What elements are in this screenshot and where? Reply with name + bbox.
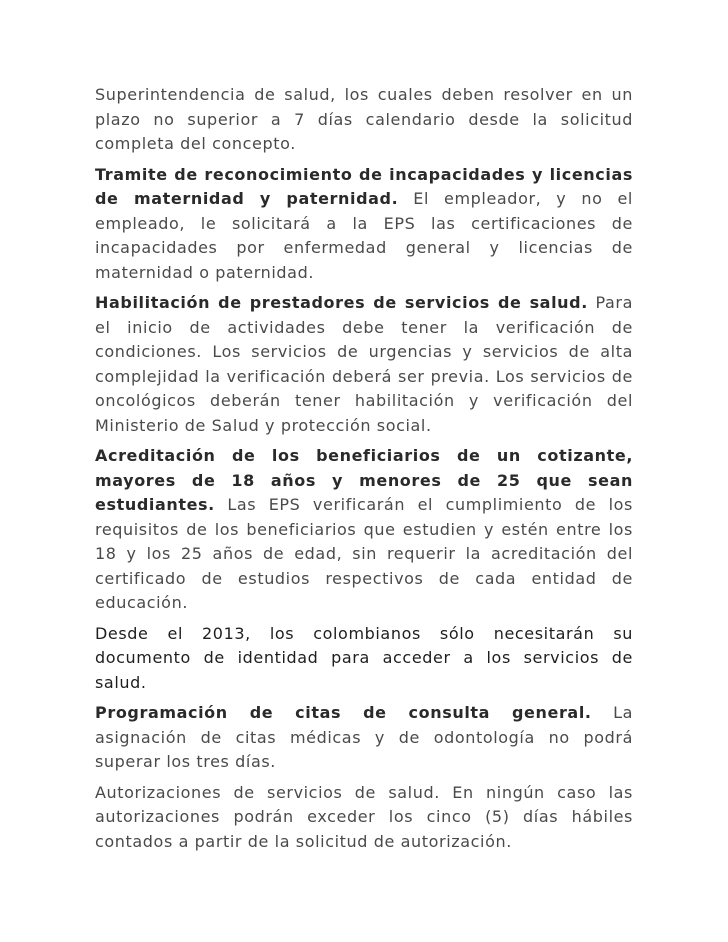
paragraph-incapacidades xyxy=(95,163,633,286)
paragraph-documento-identidad xyxy=(95,622,633,696)
paragraph-heading: Acreditación de los beneficiarios de un cotizante, mayores de 18 años y menores de 25 que sean estudiantes. xyxy=(95,446,633,514)
paragraph-acreditacion xyxy=(95,444,633,616)
paragraph-superintendencia xyxy=(95,83,633,157)
paragraph-habilitacion xyxy=(95,291,633,438)
paragraph-body: Autorizaciones de servicios de salud. En ningún caso las autorizaciones podrán exceder los cinco (5) días hábiles contados a partir de la solicitud de autorización. xyxy=(95,782,633,851)
paragraph-body: Desde el 2013, los colombianos sólo necesitarán su documento de identidad para acceder a los servicios de salud. xyxy=(95,623,633,692)
paragraph-body: Superintendencia de salud, los cuales deben resolver en un plazo no superior a 7 días calendario desde la solicitud completa del concepto. xyxy=(95,85,633,153)
paragraph-body: Para el inicio de actividades debe tener la verificación de condiciones. Los servicios de urgencias y servicios de alta complejidad la verificación deberá ser previa. Los servicios de oncológicos deberán tener habilitación y verificación del Ministerio de Salud y protección social. xyxy=(95,293,633,435)
paragraph-heading: Habilitación de prestadores de servicios de salud. xyxy=(95,293,588,312)
paragraph-heading: Tramite de reconocimiento de incapacidades y licencias de maternidad y paternidad. xyxy=(95,164,633,208)
paragraph-body: El empleador, y no el empleado, le solicitará a la EPS las certificaciones de incapacidades por enfermedad general y licencias de maternidad o paternidad. xyxy=(95,189,633,282)
paragraph-autorizaciones xyxy=(95,781,633,855)
paragraph-heading: Programación de citas de consulta general. xyxy=(95,703,592,722)
paragraph-body: La asignación de citas médicas y de odontología no podrá superar los tres días. xyxy=(95,703,633,771)
paragraph-body: Las EPS verificarán el cumplimiento de los requisitos de los beneficiarios que estudien y estén entre los 18 y los 25 años de edad, sin requerir la acreditación del certificado de estudios respectivos de cada entidad de educación. xyxy=(95,495,633,612)
document-page xyxy=(95,83,633,860)
paragraph-citas xyxy=(95,701,633,775)
